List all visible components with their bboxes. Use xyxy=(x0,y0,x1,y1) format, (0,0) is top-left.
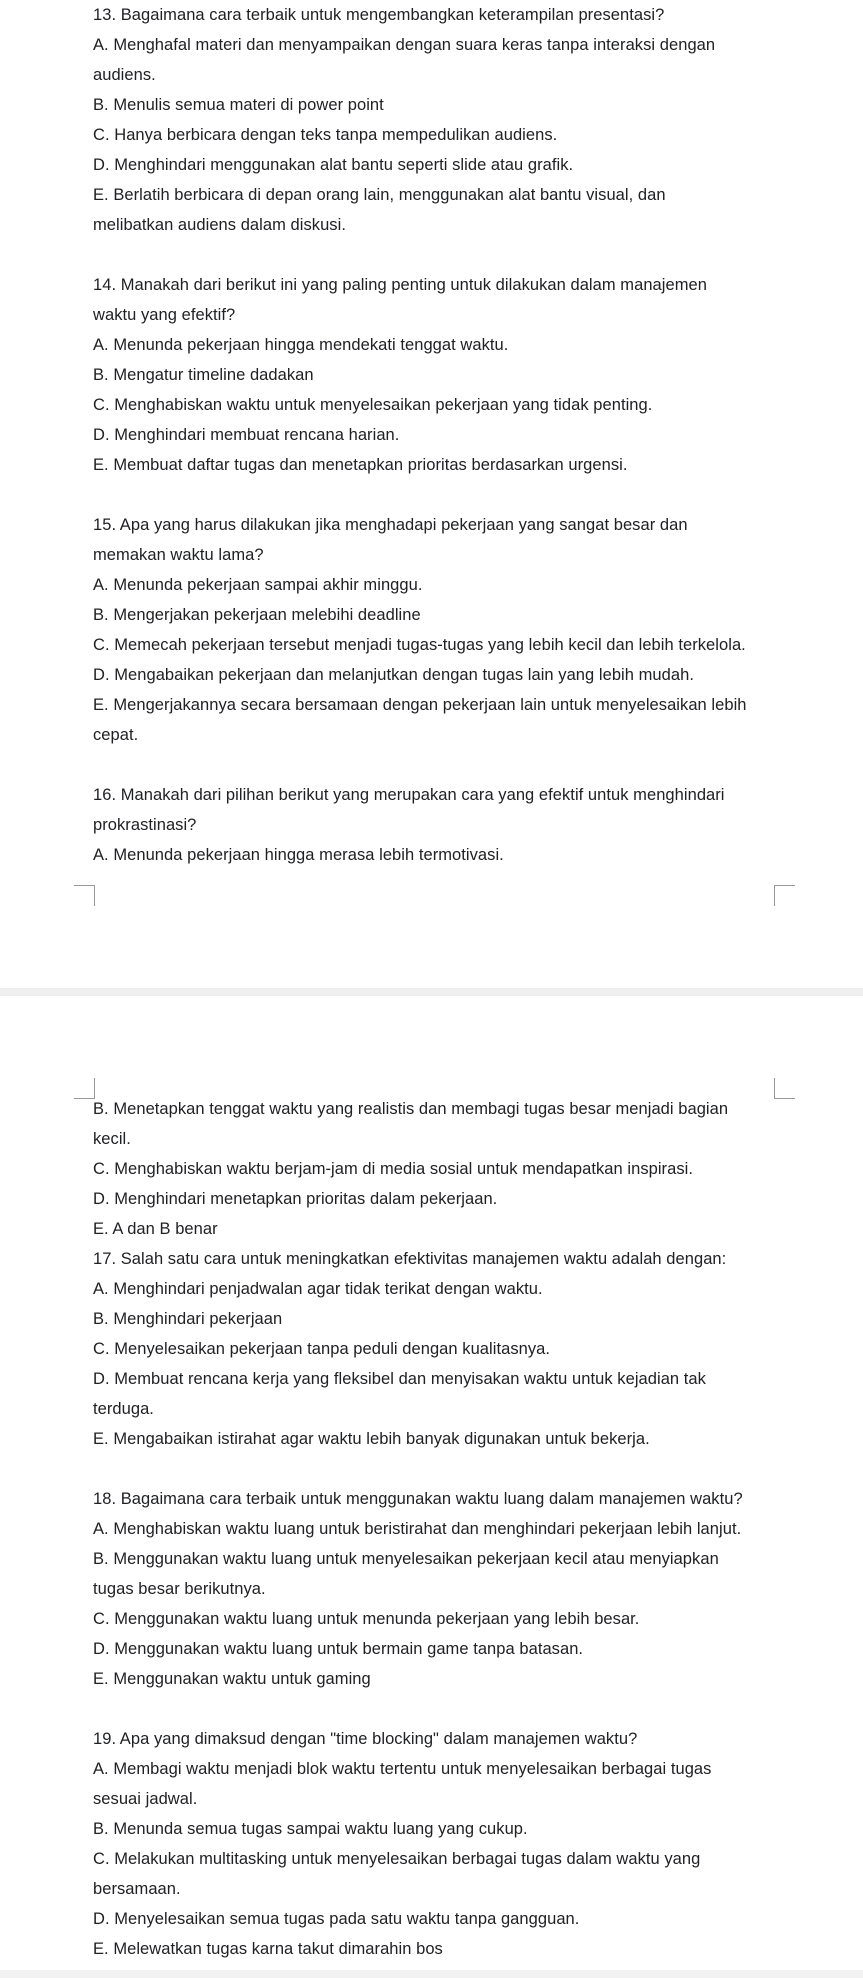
spacer xyxy=(93,1694,793,1724)
question-13: 13. Bagaimana cara terbaik untuk mengembangkan keterampilan presentasi? xyxy=(93,6,665,24)
option-19d: D. Menyelesaikan semua tugas pada satu waktu tanpa gangguan. xyxy=(93,1910,580,1928)
option-16a: A. Menunda pekerjaan hingga merasa lebih termotivasi. xyxy=(93,846,504,864)
option-13d: D. Menghindari menggunakan alat bantu seperti slide atau grafik. xyxy=(93,156,574,174)
option-15e-cont: cepat. xyxy=(93,726,139,744)
option-17a: A. Menghindari penjadwalan agar tidak terikat dengan waktu. xyxy=(93,1280,543,1298)
option-19a: A. Membagi waktu menjadi blok waktu tertentu untuk menyelesaikan berbagai tugas xyxy=(93,1760,712,1778)
margin-corner-mark xyxy=(74,1078,95,1099)
option-15d: D. Mengabaikan pekerjaan dan melanjutkan dengan tugas lain yang lebih mudah. xyxy=(93,666,694,684)
page-1-text xyxy=(93,0,793,870)
option-18b: B. Menggunakan waktu luang untuk menyelesaikan pekerjaan kecil atau menyiapkan xyxy=(93,1550,719,1568)
option-16c: C. Menghabiskan waktu berjam-jam di media sosial untuk mendapatkan inspirasi. xyxy=(93,1160,693,1178)
option-15e: E. Mengerjakannya secara bersamaan dengan pekerjaan lain untuk menyelesaikan lebih xyxy=(93,696,747,714)
option-13e: E. Berlatih berbicara di depan orang lain, menggunakan alat bantu visual, dan xyxy=(93,186,666,204)
option-13e-cont: melibatkan audiens dalam diskusi. xyxy=(93,216,346,234)
question-15-cont: memakan waktu lama? xyxy=(93,546,264,564)
option-16d: D. Menghindari menetapkan prioritas dalam pekerjaan. xyxy=(93,1190,498,1208)
option-18a: A. Menghabiskan waktu luang untuk beristirahat dan menghindari pekerjaan lebih lanjut. xyxy=(93,1520,742,1538)
option-17d: D. Membuat rencana kerja yang fleksibel dan menyisakan waktu untuk kejadian tak xyxy=(93,1370,706,1388)
option-17b: B. Menghindari pekerjaan xyxy=(93,1310,283,1328)
option-15a: A. Menunda pekerjaan sampai akhir minggu. xyxy=(93,576,423,594)
option-14d: D. Menghindari membuat rencana harian. xyxy=(93,426,400,444)
option-19a-cont: sesuai jadwal. xyxy=(93,1790,198,1808)
document-page-2 xyxy=(0,996,863,1978)
question-14-cont: waktu yang efektif? xyxy=(93,306,236,324)
option-16e: E. A dan B benar xyxy=(93,1220,218,1238)
spacer xyxy=(93,1454,793,1484)
option-18c: C. Menggunakan waktu luang untuk menunda pekerjaan yang lebih besar. xyxy=(93,1610,640,1628)
question-19: 19. Apa yang dimaksud dengan "time blocking" dalam manajemen waktu? xyxy=(93,1730,638,1748)
option-13a-cont: audiens. xyxy=(93,66,156,84)
option-16b-cont: kecil. xyxy=(93,1130,131,1148)
option-15b: B. Mengerjakan pekerjaan melebihi deadline xyxy=(93,606,421,624)
question-14: 14. Manakah dari berikut ini yang paling penting untuk dilakukan dalam manajemen xyxy=(93,276,707,294)
document-page-1 xyxy=(0,0,863,988)
margin-corner-mark xyxy=(774,885,795,906)
option-18e: E. Menggunakan waktu untuk gaming xyxy=(93,1670,371,1688)
option-14a: A. Menunda pekerjaan hingga mendekati tenggat waktu. xyxy=(93,336,509,354)
option-15c: C. Memecah pekerjaan tersebut menjadi tugas-tugas yang lebih kecil dan lebih terkelola. xyxy=(93,636,746,654)
page-separator xyxy=(0,988,863,996)
question-16: 16. Manakah dari pilihan berikut yang merupakan cara yang efektif untuk menghindari xyxy=(93,786,725,804)
question-18: 18. Bagaimana cara terbaik untuk menggunakan waktu luang dalam manajemen waktu? xyxy=(93,1490,743,1508)
option-14b: B. Mengatur timeline dadakan xyxy=(93,366,314,384)
option-17c: C. Menyelesaikan pekerjaan tanpa peduli dengan kualitasnya. xyxy=(93,1340,551,1358)
question-15: 15. Apa yang harus dilakukan jika menghadapi pekerjaan yang sangat besar dan xyxy=(93,516,688,534)
option-19c-cont: bersamaan. xyxy=(93,1880,181,1898)
option-19c: C. Melakukan multitasking untuk menyelesaikan berbagai tugas dalam waktu yang xyxy=(93,1850,701,1868)
option-16b: B. Menetapkan tenggat waktu yang realistis dan membagi tugas besar menjadi bagian xyxy=(93,1100,729,1118)
page-bottom-edge xyxy=(0,1970,863,1978)
option-14c: C. Menghabiskan waktu untuk menyelesaikan pekerjaan yang tidak penting. xyxy=(93,396,653,414)
option-19b: B. Menunda semua tugas sampai waktu luang yang cukup. xyxy=(93,1820,528,1838)
option-18b-cont: tugas besar berikutnya. xyxy=(93,1580,266,1598)
question-17: 17. Salah satu cara untuk meningkatkan efektivitas manajemen waktu adalah dengan: xyxy=(93,1250,727,1268)
spacer xyxy=(93,750,793,780)
option-14e: E. Membuat daftar tugas dan menetapkan prioritas berdasarkan urgensi. xyxy=(93,456,628,474)
option-13c: C. Hanya berbicara dengan teks tanpa mempedulikan audiens. xyxy=(93,126,558,144)
spacer xyxy=(93,480,793,510)
option-18d: D. Menggunakan waktu luang untuk bermain game tanpa batasan. xyxy=(93,1640,584,1658)
option-19e: E. Melewatkan tugas karna takut dimarahin bos xyxy=(93,1940,443,1958)
option-13a: A. Menghafal materi dan menyampaikan dengan suara keras tanpa interaksi dengan xyxy=(93,36,716,54)
option-17e: E. Mengabaikan istirahat agar waktu lebih banyak digunakan untuk bekerja. xyxy=(93,1430,650,1448)
question-16-cont: prokrastinasi? xyxy=(93,816,197,834)
page-2-text xyxy=(93,1094,793,1964)
option-17d-cont: terduga. xyxy=(93,1400,154,1418)
option-13b: B. Menulis semua materi di power point xyxy=(93,96,384,114)
margin-corner-mark xyxy=(74,885,95,906)
spacer xyxy=(93,240,793,270)
